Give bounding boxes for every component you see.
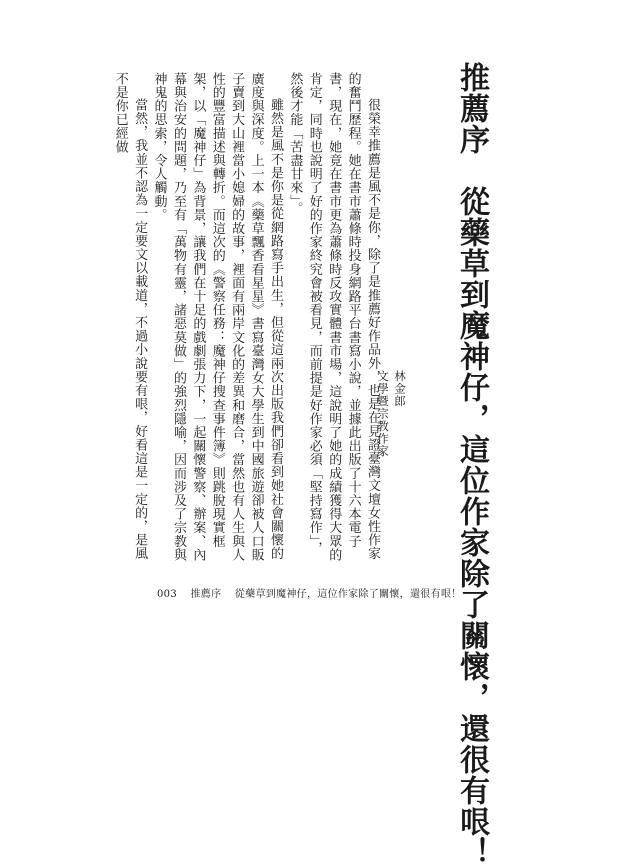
page-number: 003 bbox=[157, 589, 177, 600]
paragraph: 當然，我並不認為一定要文以載道，不過小說要有哏，好看這是一定的，是風不是你已經做 bbox=[112, 72, 148, 561]
footer-section: 推薦序 bbox=[190, 589, 222, 600]
paragraph: 雖然是風不是你是從網路寫手出生，但從這兩次出版我們卻看到她社會關懷的廣度與深度。上一本《藥草飄香看星星》書寫臺灣女大學生到中國旅遊卻被人口販子賣到大山裡當小媳婦的故事，裡面有兩岸文化的差異和磨合，當然也有人生與人性的豐富描述與轉折。而這次的《警察任務：魔神仔搜查事件簿》則跳脫現實框架，以「魔神仔」為背景，讓我們在十足的戲劇張力下，一起關懷警察、辦案、內幕與治安的問題，乃至有「萬物有靈，諸惡莫做」的強烈隱喻，因而涉及了宗教與神鬼的思索，令人觸動。 bbox=[151, 72, 283, 562]
paragraph: 很榮幸推薦是風不是你，除了是推薦好作品外，也是在見證臺灣文壇女性作家的奮鬥歷程。她在書市蕭條時投身網路平台書寫小說，並據此出版了十六本電子書，現在，她竟在書市更為蕭條時反攻實體書市場，這說明了她的成績獲得大眾的肯定，同時也說明了好的作家終究會被看見，而前提是好作家必須「堅持寫作」，然後才能「苦盡甘來」。 bbox=[287, 72, 380, 562]
body-text bbox=[110, 72, 382, 562]
page-title: 推薦序 從藥草到魔神仔，這位作家除了關懷，還很有哏！ bbox=[454, 62, 489, 868]
author-name: 林金郎 bbox=[393, 370, 407, 408]
page-footer bbox=[157, 585, 471, 600]
footer-running-title: 從藥草到魔神仔，這位作家除了關懷，還很有哏！ bbox=[234, 589, 462, 600]
author-title: 文學暨宗教作家 bbox=[376, 370, 390, 458]
